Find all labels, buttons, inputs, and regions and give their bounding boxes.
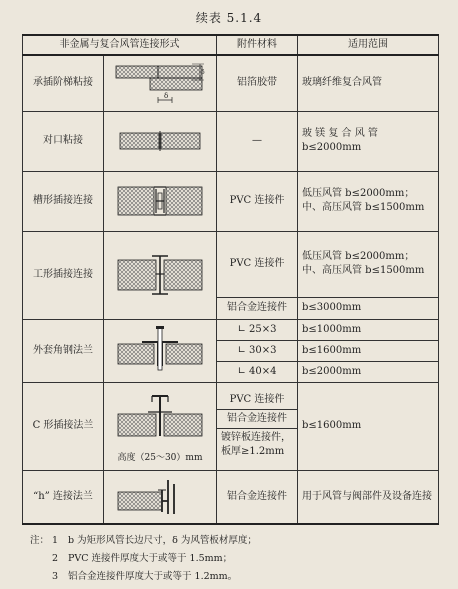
attachment-cell: —	[217, 111, 298, 171]
figure-angle-steel-flange	[104, 319, 217, 382]
note-text: PVC 连接件厚度大于或等于 1.5mm；	[68, 553, 233, 564]
note-number: 3	[52, 571, 59, 582]
note-2	[30, 550, 440, 568]
scope-high: 中、高压风管 b≤1500mm	[302, 202, 425, 213]
figure-stepped-socket	[104, 55, 217, 111]
header-form: 非金属与复合风管连接形式	[23, 35, 217, 55]
scope-low: 低压风管 b≤2000mm；	[302, 251, 415, 262]
attachment-cell: PVC 连接件	[217, 171, 298, 231]
notes-label: 注：	[30, 535, 50, 546]
table-row	[23, 55, 439, 111]
attachment-cell: PVC 连接件	[217, 231, 298, 297]
form-cell: 槽形插接连接	[23, 171, 104, 231]
form-cell: 工形插接连接	[23, 231, 104, 319]
figure-butt-joint	[104, 111, 217, 171]
notes	[30, 532, 440, 586]
attachment-cell: ∟ 40×4	[217, 361, 298, 382]
attachment-cell: 铝合金连接件	[217, 297, 298, 319]
scope-cell: 玻 镁 复 合 风 管 b≤2000mm	[298, 111, 439, 171]
form-cell: 对口粘接	[23, 111, 104, 171]
scope-cell	[298, 171, 439, 231]
attachment-galvanized	[217, 429, 297, 461]
attachment-cell: ∟ 25×3	[217, 319, 298, 340]
svg-text:δ: δ	[164, 92, 169, 101]
table-row	[23, 111, 439, 171]
table-row	[23, 171, 439, 231]
table-row	[23, 382, 439, 470]
attachment-galvanized-line1: 镀锌板连接件，	[221, 432, 291, 443]
note-text: 铝合金连接件厚度大于或等于 1.2mm。	[68, 571, 238, 582]
attachment-cell: ∟ 30×3	[217, 340, 298, 361]
header-scope: 适用范围	[298, 35, 439, 55]
note-number: 2	[52, 553, 59, 564]
attachment-pvc: PVC 连接件	[217, 391, 297, 410]
scope-cell: 玻璃纤维复合风管	[298, 55, 439, 111]
scope-low: 低压风管 b≤2000mm；	[302, 188, 415, 199]
attachment-cell: 铝箔胶带	[217, 55, 298, 111]
header-attachment: 附件材料	[217, 35, 298, 55]
form-cell: 外套角钢法兰	[23, 319, 104, 382]
form-cell: “h” 连接法兰	[23, 470, 104, 524]
scope-cell: 用于风管与阀部件及设备连接	[298, 470, 439, 524]
scope-cell: b≤1600mm	[298, 340, 439, 361]
table-row	[23, 231, 439, 297]
scope-cell: b≤3000mm	[298, 297, 439, 319]
table-row	[23, 470, 439, 524]
svg-text:δ: δ	[201, 69, 205, 77]
form-cell: C 形插接法兰	[23, 382, 104, 470]
scope-high: 中、高压风管 b≤1500mm	[302, 265, 425, 276]
note-text: b 为矩形风管长边尺寸，δ 为风管板材厚度；	[68, 535, 257, 546]
attachment-cell: 铝合金连接件	[217, 470, 298, 524]
attachment-galvanized-line2: 板厚≥1.2mm	[221, 446, 285, 457]
attachment-aluminum: 铝合金连接件	[217, 410, 297, 429]
note-number: 1	[52, 535, 59, 546]
table-title: 续表 5.1.4	[195, 11, 263, 25]
note-1	[30, 532, 440, 550]
figure-i-joint	[104, 231, 217, 319]
scope-cell: b≤2000mm	[298, 361, 439, 382]
scope-cell: b≤1600mm	[298, 382, 439, 470]
figure-c-flange	[104, 382, 217, 470]
figure-h-flange	[104, 470, 217, 524]
figure-slot-joint	[104, 171, 217, 231]
attachment-cell	[217, 382, 298, 470]
scope-cell	[298, 231, 439, 297]
figure-height-label: 高度（25～30）mm	[117, 452, 203, 463]
form-cell: 承插阶梯粘接	[23, 55, 104, 111]
note-3	[30, 568, 440, 586]
scope-cell: b≤1000mm	[298, 319, 439, 340]
connection-table	[22, 34, 439, 525]
table-row	[23, 319, 439, 340]
